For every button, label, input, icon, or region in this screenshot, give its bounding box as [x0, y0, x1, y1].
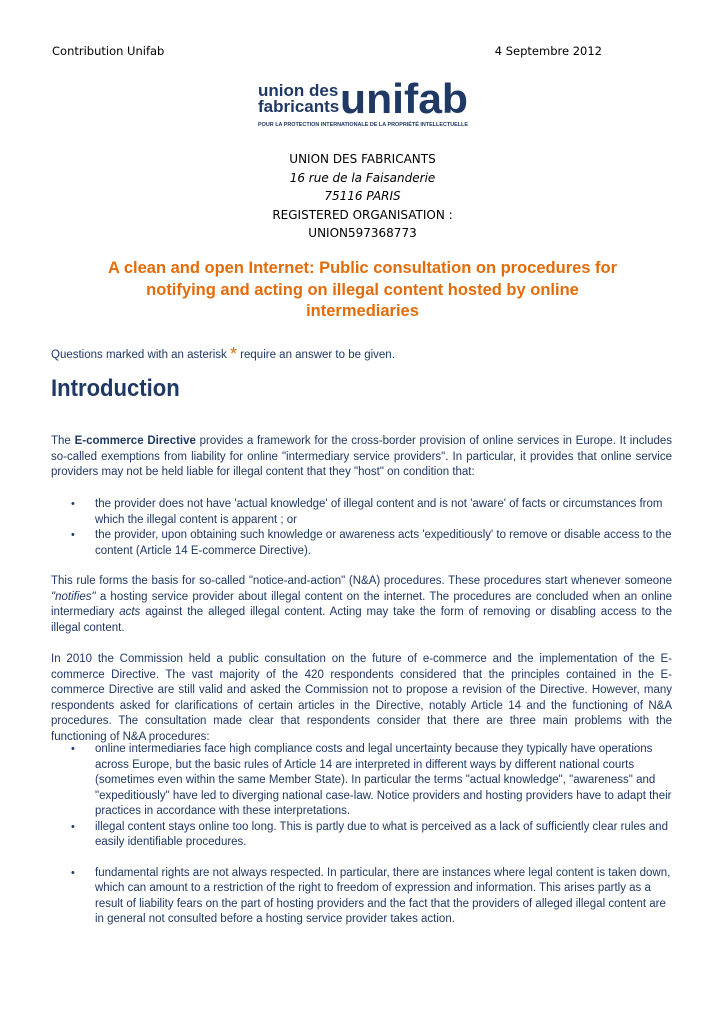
address-street: 16 rue de la Faisanderie [289, 170, 436, 185]
header-left: Contribution Unifab [52, 44, 165, 58]
bullet-icon: • [71, 820, 75, 833]
title-line-3: intermediaries [306, 302, 419, 320]
document-title [90, 258, 635, 323]
logo-line1: union des [258, 81, 339, 100]
note-text-end: require an answer to be given. [236, 349, 395, 361]
list-item [51, 497, 672, 528]
logo-tagline: POUR LA PROTECTION INTERNATIONALE DE LA PROPRIÉTÉ INTELLECTUELLE [258, 122, 459, 128]
p2-text: This rule forms the basis for so-called "notice-and-action" (N&A) procedures. These procedures start whenever someone [51, 575, 672, 587]
list-item [51, 820, 672, 851]
logo-brand: unifab [340, 78, 468, 122]
bullet-icon: • [71, 743, 75, 755]
address-org: UNION DES FABRICANTS [289, 152, 436, 166]
asterisk-icon: * [229, 344, 237, 364]
list-item-text: fundamental rights are not always respected. In particular, there are instances where legal content is taken down, which can amount to a restriction of the right to freedom of expression and information. This arises partly as a result of liability fears on the part of hosting providers and the fact that the providers of alleged illegal content are in general not consulted before a hosting service provider takes action. [95, 866, 671, 925]
title-line-1: A clean and open Internet: Public consultation on procedures for [107, 259, 618, 277]
intro-paragraph-3: In 2010 the Commission held a public consultation on the future of e-commerce and the implementation of the E-commerce Directive. The vast majority of the 420 respondents considered that the principles contained in the E-commerce Directive are still valid and asked the Commission not to propose a revision of the Directive. However, many respondents asked for clarifications of certain articles in the Directive, notably Article 14 and the functioning of N&A procedures. The consultation made clear that respondents consider that there are three main problems with the functioning of N&A procedures: [51, 653, 672, 743]
title-line-2: notifying and acting on illegal content hosted by online [146, 280, 579, 299]
bullet-icon: • [71, 866, 75, 879]
problems-list [51, 742, 672, 928]
bullet-icon: • [71, 498, 75, 510]
p2-notifies: "notifies" [51, 590, 96, 603]
header-date: 4 Septembre 2012 [494, 44, 602, 58]
list-item [51, 528, 672, 559]
address-block [0, 150, 725, 243]
address-registered: REGISTERED ORGANISATION : [272, 207, 453, 222]
address-city: 75116 PARIS [324, 189, 401, 203]
list-item-text: illegal content stays online too long. This is partly due to what is perceived as a lack of sufficiently clear rules and easily identifiable procedures. [95, 820, 668, 848]
conditions-list [51, 497, 672, 559]
note-text: Questions marked with an asterisk [51, 349, 230, 361]
bullet-icon: • [71, 529, 75, 541]
logo-line2: fabricants [258, 97, 340, 116]
intro-paragraph-2 [51, 574, 672, 636]
list-item-text: online intermediaries face high compliance costs and legal uncertainty because they typically have operations across Europe, but the basic rules of Article 14 are interpreted in different ways by different national courts (sometimes even within the same Member State). In particular the terms "actual knowledge", "awareness" and "expeditiously" have led to diverging national case-law. Notice providers and hosting providers have to adapt their practices in accordance with these interpretations. [95, 743, 672, 817]
p1-text: The [51, 435, 75, 447]
unifab-logo [256, 78, 471, 130]
list-item-text: the provider does not have 'actual knowledge' of illegal content and is not 'aware' of facts or circumstances from which the illegal content is apparent ; or [95, 498, 663, 526]
list-item [51, 742, 672, 820]
required-note [51, 342, 395, 363]
intro-paragraph-1 [51, 434, 672, 481]
list-item-text: the provider, upon obtaining such knowledge or awareness acts 'expeditiously' to remove or disable access to the content (Article 14 E-commerce Directive). [95, 529, 672, 557]
directive-term: E-commerce Directive [74, 435, 196, 447]
list-item [51, 866, 672, 928]
p2-text-mid: a hosting service provider about illegal content on the internet. The procedures are concluded when an online intermediary [51, 590, 672, 618]
p2-text-end: against the alleged illegal content. Acting may take the form of removing or disabling access to the illegal content. [51, 606, 673, 634]
p2-acts: acts [119, 606, 141, 618]
address-id: UNION597368773 [308, 226, 417, 240]
p1-text-end: provides a framework for the cross-border provision of online services in Europe. It includes so-called exemptions from liability for online "intermediary service providers". In particular, it provides that online service providers may not be held liable for illegal content that they "host" on condition that: [51, 435, 673, 478]
section-heading: Introduction [51, 375, 180, 402]
